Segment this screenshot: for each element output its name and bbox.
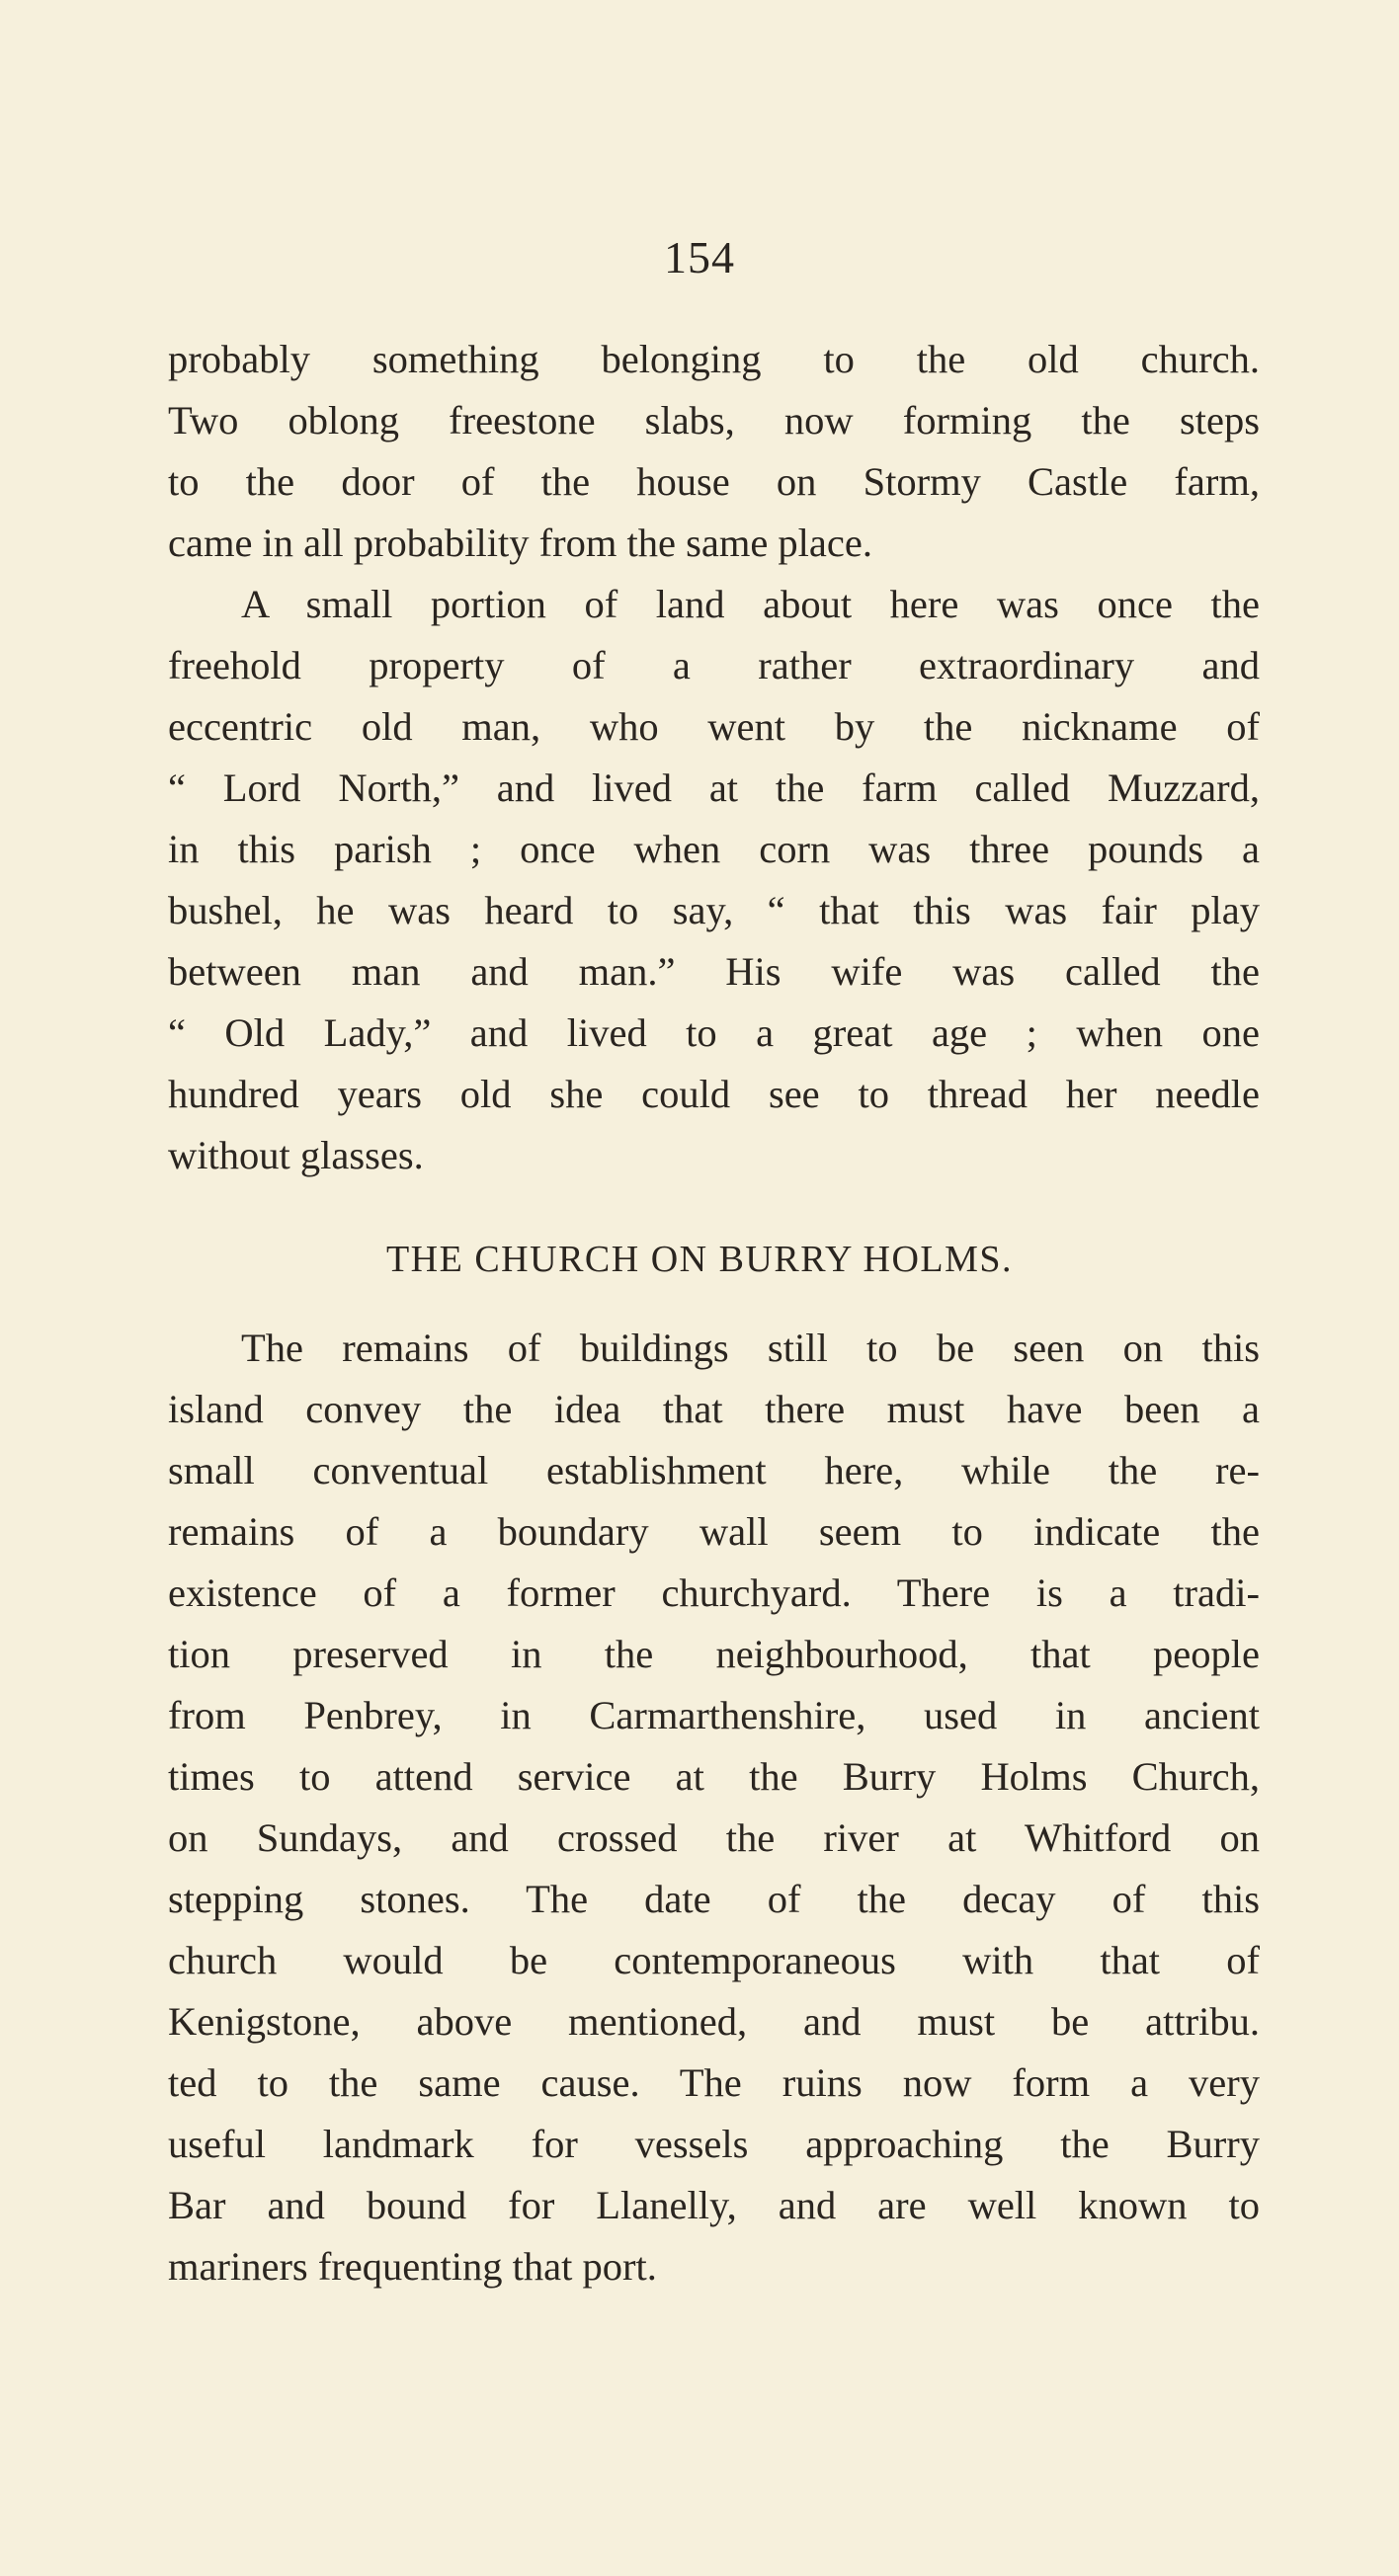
text-line: useful landmark for vessels approaching the Burry <box>168 2122 1260 2166</box>
body-text-top <box>168 329 1260 1186</box>
text-line: “ Old Lady,” and lived to a great age ; when one <box>168 1010 1260 1055</box>
text-line: A small portion of land about here was once the <box>241 582 1260 626</box>
text-line: eccentric old man, who went by the nickname of <box>168 704 1260 749</box>
section-heading: THE CHURCH ON BURRY HOLMS. <box>385 1239 1014 1280</box>
text-line: stepping stones. The date of the decay of this <box>168 1877 1260 1921</box>
text-line: tion preserved in the neighbourhood, that people <box>168 1632 1260 1676</box>
text-line: between man and man.” His wife was called the <box>168 949 1260 994</box>
paragraph-2 <box>168 574 1260 1186</box>
text-line: hundred years old she could see to thread her needle <box>168 1072 1260 1116</box>
text-line: to the door of the house on Stormy Castle farm, <box>168 459 1260 504</box>
paragraph-1 <box>168 329 1260 574</box>
body-text-bottom <box>168 1318 1260 2297</box>
text-line: in this parish ; once when corn was three pounds a <box>168 827 1260 871</box>
text-line: came in all probability from the same place. <box>168 521 872 565</box>
text-line: Kenigstone, above mentioned, and must be attribu. <box>168 1999 1260 2044</box>
text-line: without glasses. <box>168 1133 424 1177</box>
text-line: Two oblong freestone slabs, now forming the steps <box>168 398 1260 443</box>
text-line: Bar and bound for Llanelly, and are well known to <box>168 2183 1260 2227</box>
page-number: 154 <box>664 232 735 282</box>
text-line: remains of a boundary wall seem to indicate the <box>168 1509 1260 1554</box>
text-line: times to attend service at the Burry Holms Church, <box>168 1754 1260 1799</box>
text-line: probably something belonging to the old church. <box>168 337 1260 381</box>
text-line: ted to the same cause. The ruins now form a very <box>168 2060 1260 2105</box>
text-line: freehold property of a rather extraordinary and <box>168 643 1260 687</box>
text-line: bushel, he was heard to say, “ that this was fair play <box>168 888 1260 932</box>
text-line: on Sundays, and crossed the river at Whitford on <box>168 1815 1260 1860</box>
text-line: The remains of buildings still to be seen on this <box>241 1326 1260 1370</box>
text-line: mariners frequenting that port. <box>168 2244 657 2289</box>
text-line: from Penbrey, in Carmarthenshire, used in ancient <box>168 1693 1260 1737</box>
text-line: church would be contemporaneous with that of <box>168 1938 1260 1982</box>
text-line: small conventual establishment here, while the re- <box>168 1448 1260 1492</box>
text-line: “ Lord North,” and lived at the farm called Muzzard, <box>168 765 1260 810</box>
text-line: island convey the idea that there must have been a <box>168 1387 1260 1431</box>
text-line: existence of a former churchyard. There is a tradi- <box>168 1570 1260 1615</box>
paragraph-3 <box>168 1318 1260 2297</box>
